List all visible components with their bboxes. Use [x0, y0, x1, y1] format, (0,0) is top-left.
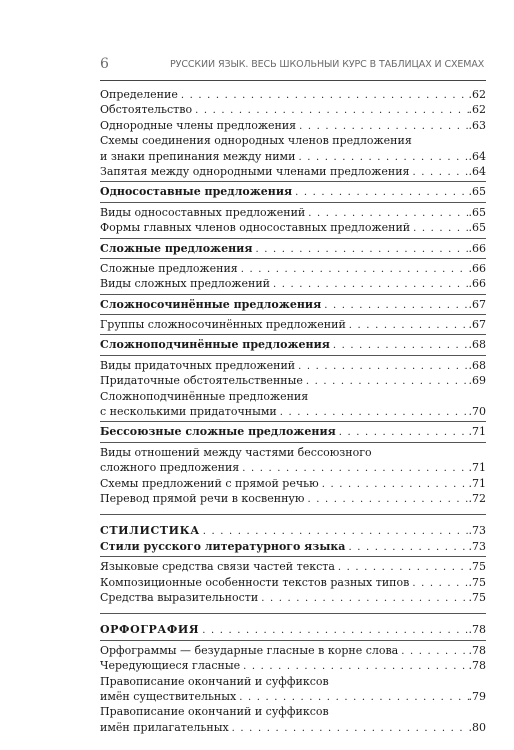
toc-entry-title: Схемы предложений с прямой речью [100, 476, 319, 490]
dot-leader [308, 206, 468, 221]
toc-entry-title: Придаточные обстоятельственные [100, 374, 303, 388]
dot-leader [261, 591, 468, 606]
toc-entry-title: ОРФОГРАФИЯ [100, 623, 200, 637]
toc-entry[interactable] [100, 220, 486, 235]
toc-page-number: .70 [468, 405, 486, 419]
toc-entry-title: Определение [100, 88, 178, 101]
dot-leader [413, 165, 469, 180]
dot-leader [339, 425, 469, 440]
toc-section-heading[interactable] [100, 184, 486, 199]
section-divider [100, 294, 486, 295]
toc-part-heading[interactable] [100, 523, 486, 538]
section-divider [100, 421, 486, 422]
toc-entry[interactable] [100, 87, 486, 102]
toc-entry-title: Обстоятельство [100, 103, 193, 117]
toc-page-number: .71 [468, 461, 486, 475]
toc-entry-title: Запятая между однородными членами предложения [100, 164, 410, 178]
toc-entry-first-line: Правописание окончаний и суффиксов [100, 705, 329, 719]
toc-page-number: .71 [468, 425, 486, 439]
dot-leader [306, 374, 469, 389]
toc-entry-first-line: Схемы соединения однородных членов предложения [100, 134, 412, 148]
toc-entry-title: Сложные предложения [100, 261, 238, 275]
toc-entry-title: Сложносочинённые предложения [100, 297, 322, 311]
toc-entry[interactable] [100, 102, 486, 117]
toc-entry-title: имён существительных [100, 689, 237, 703]
section-divider [100, 355, 486, 356]
toc-page-number: .75 [468, 590, 486, 604]
dot-leader [401, 644, 468, 659]
toc-page-number: .72 [468, 491, 486, 505]
dot-leader [322, 477, 469, 492]
dot-leader [295, 185, 468, 200]
toc-entry[interactable] [100, 476, 486, 491]
toc-entry[interactable] [100, 317, 486, 332]
dot-leader [239, 690, 468, 705]
dot-leader [348, 540, 468, 555]
toc-page-number: .64 [468, 149, 486, 163]
toc-entry[interactable] [100, 643, 486, 658]
toc-entry-title: с несколькими придаточными [100, 405, 277, 419]
toc-entry-title: имён прилагательных [100, 720, 229, 734]
toc-entry-title: Языковые средства связи частей текста [100, 560, 335, 574]
toc-entry-title: Формы главных членов односоставных предложений [100, 221, 411, 235]
toc-entry[interactable] [100, 205, 486, 220]
toc-entry[interactable] [100, 590, 486, 605]
toc-entry-first-line: Правописание окончаний и суффиксов [100, 674, 329, 688]
section-divider [100, 238, 486, 239]
toc-page-number: .65 [468, 185, 486, 199]
section-divider [100, 640, 486, 641]
running-title: РУССКИЙ ЯЗЫК. ВЕСЬ ШКОЛЬНЫЙ КУРС В ТАБЛИЦАХ И СХЕМАХ [170, 59, 485, 70]
toc-page-number: .75 [468, 560, 486, 574]
toc-entry-title: сложного предложения [100, 461, 240, 475]
toc-part-heading[interactable] [100, 622, 486, 637]
toc-page-number: .73 [468, 539, 486, 553]
table-of-contents [100, 87, 486, 735]
toc-entry[interactable] [100, 276, 486, 291]
toc-entry[interactable] [100, 491, 486, 506]
dot-leader [333, 338, 469, 353]
toc-entry[interactable] [100, 575, 486, 590]
dot-leader [338, 560, 469, 575]
dot-leader [324, 298, 468, 313]
dot-leader [299, 119, 468, 134]
dot-leader [241, 262, 469, 277]
toc-entry-title: Композиционные особенности текстов разных типов [100, 575, 410, 589]
toc-entry[interactable] [100, 358, 486, 373]
toc-page-number: .68 [468, 358, 486, 372]
page-header [100, 56, 486, 81]
toc-entry[interactable] [100, 720, 486, 735]
dot-leader [202, 623, 468, 638]
dot-leader [255, 242, 468, 257]
dot-leader [298, 150, 468, 165]
dot-leader [243, 659, 468, 674]
toc-entry-title: Виды придаточных предложений [100, 358, 296, 372]
toc-entry[interactable] [100, 559, 486, 574]
dot-leader [280, 405, 469, 420]
toc-entry[interactable] [100, 261, 486, 276]
toc-page-number: .65 [468, 205, 486, 219]
toc-section-heading[interactable] [100, 297, 486, 312]
dot-leader [273, 277, 468, 292]
toc-entry-title: Средства выразительности [100, 590, 259, 604]
toc-page-number: .73 [468, 524, 486, 538]
toc-entry[interactable] [100, 149, 486, 164]
toc-page-number: .64 [468, 164, 486, 178]
section-divider [100, 442, 486, 443]
dot-leader [412, 576, 468, 591]
section-divider [100, 613, 486, 614]
toc-entry[interactable] [100, 404, 486, 419]
toc-page-number: .66 [468, 261, 486, 275]
toc-entry[interactable] [100, 373, 486, 388]
toc-entry-title: Орфограммы — безударные гласные в корне слова [100, 643, 399, 657]
dot-leader [413, 221, 468, 236]
toc-page-number: .80 [468, 720, 486, 734]
toc-section-heading[interactable] [100, 241, 486, 256]
section-divider [100, 258, 486, 259]
toc-entry-title: Сложные предложения [100, 241, 253, 255]
toc-entry-title: и знаки препинания между ними [100, 149, 296, 163]
section-divider [100, 556, 486, 557]
toc-entry-title: Группы сложносочинённых предложений [100, 318, 346, 332]
section-divider [100, 181, 486, 182]
toc-page-number: .71 [468, 476, 486, 490]
toc-page-number: .78 [468, 659, 486, 673]
dot-leader [298, 359, 468, 374]
dot-leader [349, 318, 469, 333]
toc-entry-title: Виды сложных предложений [100, 277, 271, 291]
dot-leader [232, 721, 469, 736]
toc-page-number: .67 [468, 297, 486, 311]
toc-page-number: .67 [468, 318, 486, 332]
toc-section-heading[interactable] [100, 424, 486, 439]
toc-section-heading[interactable] [100, 539, 486, 554]
toc-entry[interactable] [100, 689, 486, 704]
toc-entry[interactable] [100, 118, 486, 133]
dot-leader [307, 492, 468, 507]
toc-page-number: .78 [468, 623, 486, 637]
section-divider [100, 314, 486, 315]
dot-leader [242, 461, 468, 476]
toc-entry-title: Виды односоставных предложений [100, 205, 306, 219]
toc-page-number: .66 [468, 277, 486, 291]
page-number: 6 [100, 56, 109, 72]
section-divider [100, 334, 486, 335]
toc-entry-title: Перевод прямой речи в косвенную [100, 491, 305, 505]
toc-entry-title: Однородные члены предложения [100, 118, 297, 132]
toc-page-number: .65 [468, 221, 486, 235]
toc-page-number: .63 [468, 118, 486, 132]
toc-page-number: .75 [468, 575, 486, 589]
dot-leader [195, 103, 468, 118]
toc-page-number: .68 [468, 338, 486, 352]
toc-page-number: .78 [468, 643, 486, 657]
toc-entry[interactable] [100, 164, 486, 179]
section-divider [100, 514, 486, 515]
dot-leader [181, 88, 469, 103]
toc-page-number: .62 [468, 88, 486, 101]
toc-entry-title: Стили русского литературного языка [100, 539, 346, 553]
toc-entry-title: СТИЛИСТИКА [100, 524, 200, 538]
toc-entry-title: Бессоюзные сложные предложения [100, 425, 336, 439]
toc-page-number: .79 [468, 689, 486, 703]
toc-page-number: .69 [468, 374, 486, 388]
section-divider [100, 202, 486, 203]
toc-entry-first-line: Сложноподчинённые предложения [100, 389, 309, 403]
toc-entry-title: Сложноподчинённые предложения [100, 338, 330, 352]
toc-entry[interactable] [100, 658, 486, 673]
toc-entry-title: Односоставные предложения [100, 185, 293, 199]
toc-section-heading[interactable] [100, 337, 486, 352]
toc-entry[interactable] [100, 460, 486, 475]
toc-entry-title: Чередующиеся гласные [100, 659, 241, 673]
dot-leader [203, 524, 469, 539]
toc-entry-first-line: Виды отношений между частями бессоюзного [100, 445, 372, 459]
toc-page-number: .62 [468, 103, 486, 117]
toc-page-number: .66 [468, 241, 486, 255]
